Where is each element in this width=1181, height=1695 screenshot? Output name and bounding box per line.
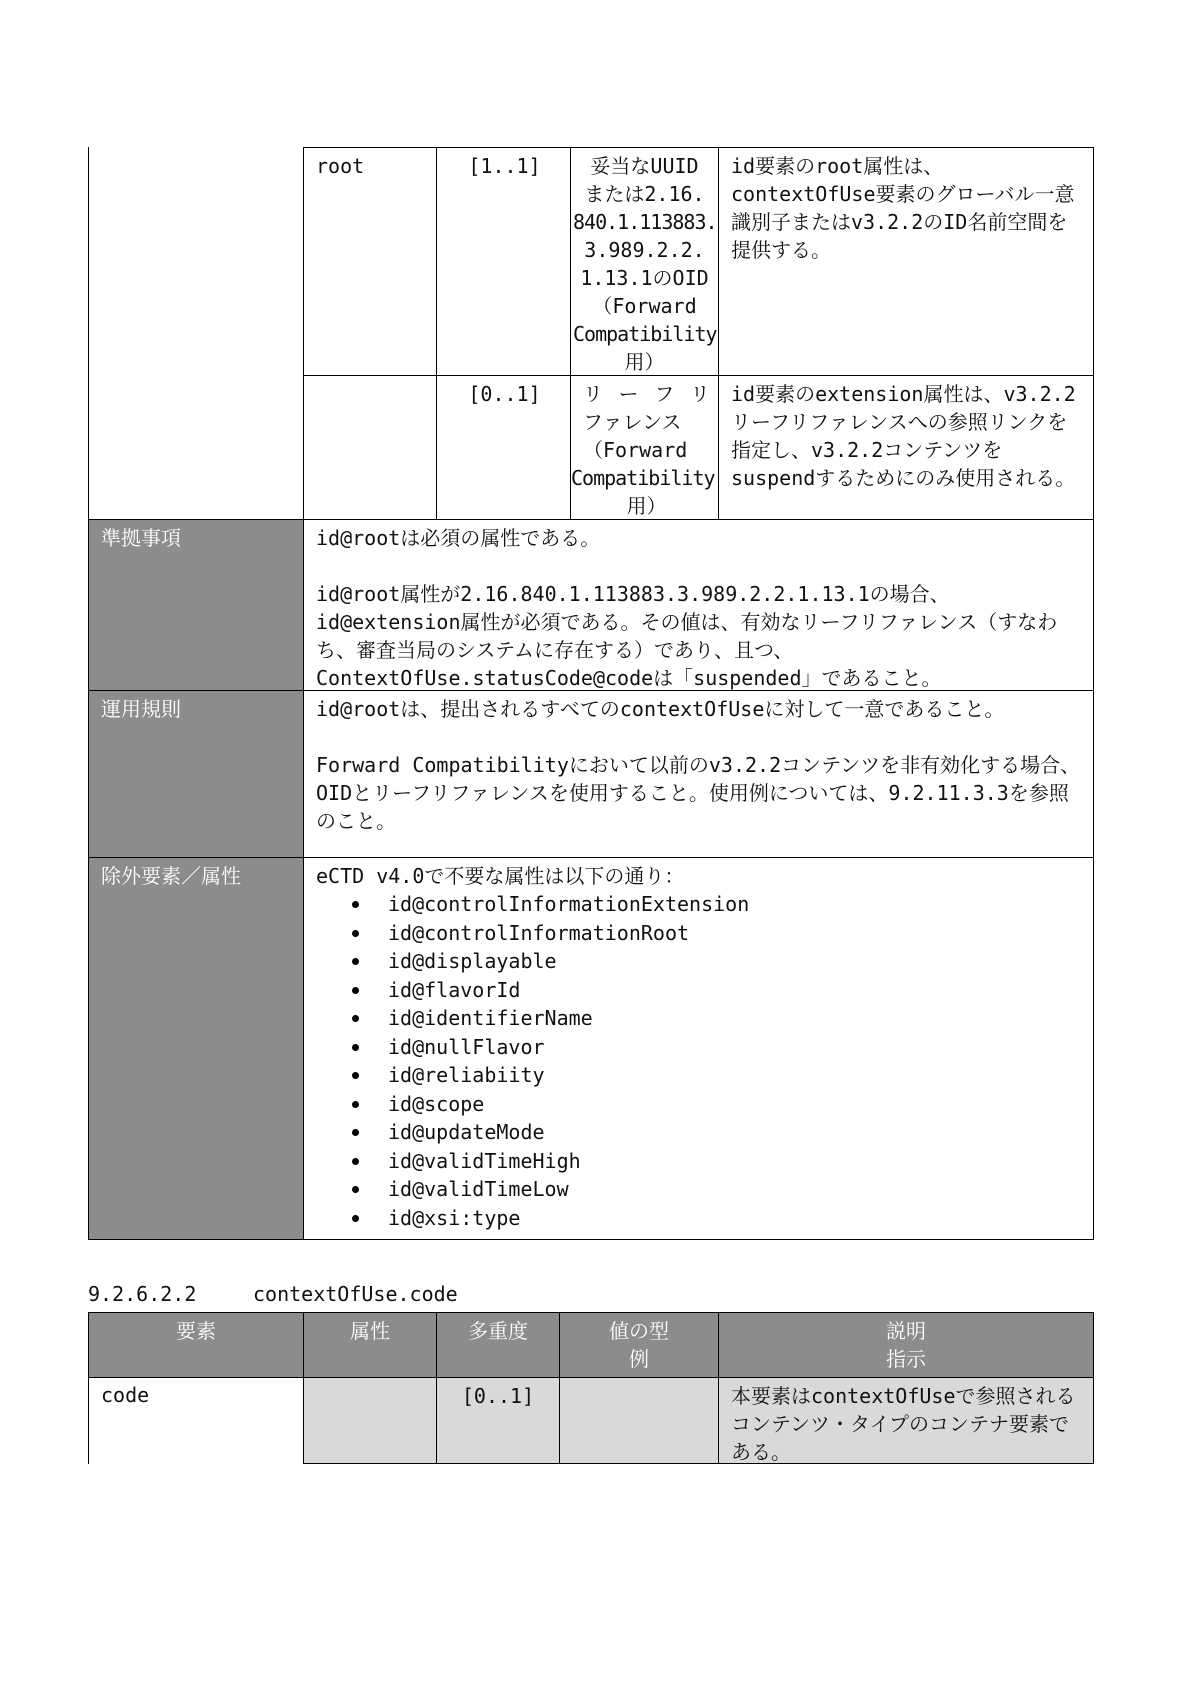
header-instruction: 指示 bbox=[886, 1347, 926, 1371]
conformance-paragraph-1: id@rootは必須の属性である。 bbox=[316, 526, 601, 550]
header-example: 例 bbox=[629, 1347, 649, 1371]
root-value-type-line: 妥当なUUID bbox=[590, 154, 699, 178]
header-description-cell bbox=[718, 1312, 1094, 1378]
excluded-content-cell bbox=[303, 857, 1094, 1240]
root-cardinality-cell bbox=[436, 147, 571, 376]
header-attribute: 属性 bbox=[350, 1319, 390, 1343]
conformance-label-cell bbox=[88, 519, 304, 691]
root-attribute-cell bbox=[303, 147, 437, 376]
root-description: id要素のroot属性は、contextOfUse要素のグローバル一意識別子またはv3.2.2のID名前空間を提供する。 bbox=[731, 154, 1075, 262]
header-value-type-cell bbox=[559, 1312, 719, 1378]
excluded-item-text: id@validTimeLow bbox=[388, 1177, 569, 1201]
bullet-icon bbox=[352, 1129, 359, 1136]
section-title: contextOfUse.code bbox=[253, 1282, 458, 1306]
excluded-list-item bbox=[352, 890, 1083, 919]
root-value-type-cell bbox=[570, 147, 719, 376]
root-value-type-line: Compatibility bbox=[573, 322, 717, 346]
operational-rules-label: 運用規則 bbox=[101, 697, 181, 721]
extension-value-type-line: 用） bbox=[626, 494, 667, 518]
excluded-list-item bbox=[352, 1061, 1083, 1090]
section-number: 9.2.6.2.2 bbox=[88, 1282, 197, 1306]
excluded-item-text: id@xsi:type bbox=[388, 1205, 521, 1230]
code-attribute-cell bbox=[303, 1377, 437, 1464]
bullet-icon bbox=[352, 1186, 359, 1193]
code-element: code bbox=[101, 1383, 150, 1407]
excluded-label-cell bbox=[88, 857, 304, 1240]
excluded-list bbox=[316, 890, 1083, 1232]
excluded-item-text: id@displayable bbox=[388, 949, 557, 973]
code-description-cell bbox=[718, 1377, 1094, 1464]
root-attribute-label: root bbox=[316, 154, 365, 178]
excluded-list-item bbox=[352, 1090, 1083, 1119]
excluded-item-text: id@controlInformationRoot bbox=[388, 920, 690, 945]
extension-value-type-line: ファレンス bbox=[583, 410, 682, 434]
bullet-icon bbox=[352, 901, 359, 908]
root-value-type-line: 用） bbox=[624, 350, 665, 374]
excluded-item-text: id@identifierName bbox=[388, 1006, 593, 1030]
extension-value-type-line: （Forward bbox=[583, 438, 688, 462]
operational-rules-label-cell bbox=[88, 690, 304, 858]
root-value-type-line: 3.989.2.2. bbox=[584, 238, 705, 262]
section-heading bbox=[88, 1280, 458, 1308]
root-value-type-line: または2.16. bbox=[584, 182, 705, 206]
excluded-list-item bbox=[352, 947, 1083, 976]
root-description-cell bbox=[718, 147, 1094, 376]
excluded-item-text: id@scope bbox=[388, 1091, 485, 1116]
bullet-icon bbox=[352, 1158, 359, 1165]
excluded-list-item bbox=[352, 1204, 1083, 1233]
bullet-icon bbox=[352, 930, 359, 937]
extension-value-type-line: Compatibility bbox=[571, 466, 715, 490]
operational-rules-content-cell bbox=[303, 690, 1094, 858]
conformance-label: 準拠事項 bbox=[101, 526, 181, 550]
excluded-item-text: id@flavorId bbox=[388, 977, 521, 1002]
conformance-content-cell bbox=[303, 519, 1094, 691]
extension-description-cell bbox=[718, 375, 1094, 520]
root-value-type-line: （Forward bbox=[592, 294, 697, 318]
excluded-list-item bbox=[352, 976, 1083, 1005]
excluded-item-text: id@updateMode bbox=[388, 1120, 545, 1144]
code-cardinality-cell bbox=[436, 1377, 560, 1464]
header-value-type: 値の型 bbox=[609, 1319, 669, 1343]
excluded-list-item bbox=[352, 1004, 1083, 1033]
extension-value-type-cell bbox=[570, 375, 719, 520]
excluded-list-item bbox=[352, 1147, 1083, 1176]
root-cardinality: [1..1] bbox=[468, 154, 541, 178]
excluded-list-item bbox=[352, 919, 1083, 948]
header-cardinality: 多重度 bbox=[468, 1319, 528, 1343]
excluded-intro: eCTD v4.0で不要な属性は以下の通り： bbox=[316, 864, 685, 888]
excluded-item-text: id@controlInformationExtension bbox=[388, 892, 750, 916]
excluded-list-item bbox=[352, 1033, 1083, 1062]
root-value-type-line: 1.13.1のOID bbox=[580, 266, 709, 290]
extension-value-type-first-line bbox=[583, 380, 710, 408]
bullet-icon bbox=[352, 1015, 359, 1022]
excluded-list-item bbox=[352, 1118, 1083, 1147]
char: リ bbox=[689, 382, 710, 406]
conformance-paragraph-2: id@root属性が2.16.840.1.113883.3.989.2.2.1.13.1の場合、id@extension属性が必須である。その値は、有効なリーフリファレンス（すなわち、審査当局のシステムに存在する）であり、且つ、ContextOfUse.statusCode@codeは「suspended」であること。 bbox=[316, 582, 1058, 690]
operational-rules-paragraph-1: id@rootは、提出されるすべてのcontextOfUseに対して一意であること。 bbox=[316, 697, 1005, 721]
header-element: 要素 bbox=[176, 1319, 216, 1343]
char: ー bbox=[618, 382, 639, 406]
bullet-icon bbox=[352, 1072, 359, 1079]
excluded-list-item bbox=[352, 1175, 1083, 1204]
bullet-icon bbox=[352, 958, 359, 965]
code-cardinality: [0..1] bbox=[461, 1384, 535, 1408]
excluded-item-text: id@validTimeHigh bbox=[388, 1148, 581, 1173]
extension-cardinality-cell bbox=[436, 375, 571, 520]
table-left-border bbox=[88, 147, 89, 520]
bullet-icon bbox=[352, 987, 359, 994]
code-element-cell bbox=[88, 1377, 304, 1464]
extension-attribute-cell bbox=[303, 375, 437, 520]
bullet-icon bbox=[352, 1215, 359, 1222]
extension-cardinality: [0..1] bbox=[468, 382, 541, 406]
code-description: 本要素はcontextOfUseで参照されるコンテンツ・タイプのコンテナ要素である。 bbox=[731, 1384, 1076, 1464]
root-value-type-line: 840.1.113883. bbox=[573, 210, 717, 234]
header-cardinality-cell bbox=[436, 1312, 560, 1378]
header-description: 説明 bbox=[886, 1319, 926, 1343]
code-value-type-cell bbox=[559, 1377, 719, 1464]
header-element-cell bbox=[88, 1312, 304, 1378]
excluded-item-text: id@nullFlavor bbox=[388, 1034, 545, 1059]
header-attribute-cell bbox=[303, 1312, 437, 1378]
excluded-item-text: id@reliabiity bbox=[388, 1063, 545, 1087]
operational-rules-paragraph-2: Forward Compatibilityにおいて以前のv3.2.2コンテンツを非有効化する場合、OIDとリーフリファレンスを使用すること。使用例については、9.2.11.3.3を参照のこと。 bbox=[316, 753, 1081, 833]
char: フ bbox=[654, 382, 675, 406]
bullet-icon bbox=[352, 1044, 359, 1051]
excluded-label: 除外要素／属性 bbox=[101, 864, 241, 888]
extension-description: id要素のextension属性は、v3.2.2リーフリファレンスへの参照リンクを指定し、v3.2.2コンテンツをsuspendするためにのみ使用される。 bbox=[731, 382, 1076, 490]
char: リ bbox=[583, 382, 603, 406]
bullet-icon bbox=[352, 1101, 359, 1108]
